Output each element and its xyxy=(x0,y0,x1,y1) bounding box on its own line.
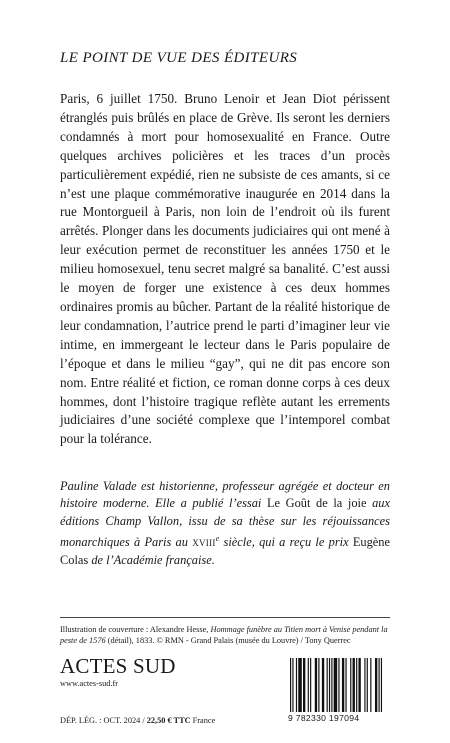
barcode-bar xyxy=(379,658,380,712)
barcode-bar xyxy=(303,658,305,712)
barcode-bar xyxy=(338,658,339,712)
legal-deposit-text: DÉP. LÉG. : OCT. 2024 / xyxy=(60,716,147,725)
credits-prefix: Illustration de couverture : Alexandre Hesse, xyxy=(60,625,211,634)
bio-book-title: Le Goût de la joie xyxy=(266,496,367,511)
barcode-bar xyxy=(290,658,291,712)
bio-part-4: de l’Académie française. xyxy=(88,553,215,568)
bio-part-3: siècle, qui a reçu le prix xyxy=(219,535,353,550)
barcode-bar xyxy=(310,658,311,712)
credits-line xyxy=(60,624,400,646)
bio-century: XVIII xyxy=(192,538,216,549)
barcode-bar xyxy=(358,658,360,712)
barcode-bar xyxy=(334,658,338,712)
barcode-bar xyxy=(370,658,371,712)
barcode-bar xyxy=(322,658,324,712)
barcode-bar xyxy=(298,658,302,712)
legal-deposit xyxy=(60,716,215,725)
divider xyxy=(60,617,390,618)
credits-artwork: Hommage funèbre au Titien mort à Venise pendant la peste de 1576 xyxy=(60,625,388,646)
barcode-bar xyxy=(318,658,319,712)
summary-paragraph: Paris, 6 juillet 1750. Bruno Lenoir et Jean Diot périssent étranglés puis brûlés en place de Grève. Ils seront les derniers condamnés à mort pour homosexualité en France. Outre quelques archives policières et les traces d’un procès particulièrement expédié, rien ne subsiste de ces amants, si ce n’est une plaque commémorative inaugurée en 2014 dans la rue Montorgueil à Paris, non loin de l’endroit où ils furent arrêtés. Plonger dans les documents judiciaires qui ont mené à leur exécution permet de reconstituer les années 1750 et le milieu homosexuel, tenu secret malgré sa banalité. C’est aussi le moyen de forger une existence à ces deux hommes ordinaires promis au bûcher. Partant de la réalité historique de leur condamnation, l’autrice prend le parti d’imaginer leur vie intime, en immergeant le lecteur dans le Paris populaire de l’époque et dans le milieu “gay”, qui ne dit pas encore son nom. Entre réalité et fiction, ce roman donne corps à ces deux hommes, dont l’histoire tragique reflète autant les errements judiciaires d’une société complexe que l’intemporel combat pour la tolérance. xyxy=(60,91,390,447)
barcode-bar xyxy=(331,658,332,712)
author-bio-paragraph xyxy=(60,478,390,570)
barcode-bar xyxy=(381,658,382,712)
bio-prize: Eugène Colas xyxy=(60,535,390,568)
barcode-bar xyxy=(375,658,377,712)
barcode-bar xyxy=(367,658,368,712)
publisher-website: www.actes-sud.fr xyxy=(60,679,118,688)
price: 22,50 € TTC xyxy=(146,716,191,725)
cover-credits xyxy=(60,624,400,646)
barcode-bar xyxy=(329,658,330,712)
bio-part-2: aux éditions Champ Vallon, issu de sa thèse sur les réjouissances monarchiques à Paris au xyxy=(60,496,390,550)
barcode-graphic xyxy=(288,658,400,712)
barcode-bar xyxy=(315,658,317,712)
price-country: France xyxy=(190,716,216,725)
bio-part-1: Pauline Valade est historienne, professeur agrégée et docteur en histoire moderne. Elle a publié l’essai xyxy=(60,479,390,511)
barcode-bar xyxy=(292,658,293,712)
barcode-bar xyxy=(356,658,357,712)
summary-text xyxy=(60,90,390,449)
publisher-logo: ACTES SUD xyxy=(60,654,176,678)
barcode-bar xyxy=(350,658,351,712)
barcode-number: 9 782330 197094 xyxy=(288,713,360,723)
barcode-bar xyxy=(353,658,355,712)
barcode-bar xyxy=(364,658,365,712)
bio-century-suffix: e xyxy=(215,533,220,543)
barcode-bar xyxy=(342,658,344,712)
barcode-bar xyxy=(308,658,309,712)
barcode xyxy=(288,658,400,712)
author-bio xyxy=(60,478,390,570)
barcode-bar xyxy=(327,658,328,712)
barcode-bar xyxy=(296,658,297,712)
section-heading: LE POINT DE VUE DES ÉDITEURS xyxy=(60,50,298,66)
credits-suffix: (détail), 1833. © RMN - Grand Palais (musée du Louvre) / Tony Querrec xyxy=(105,636,351,646)
barcode-bar xyxy=(345,658,346,712)
